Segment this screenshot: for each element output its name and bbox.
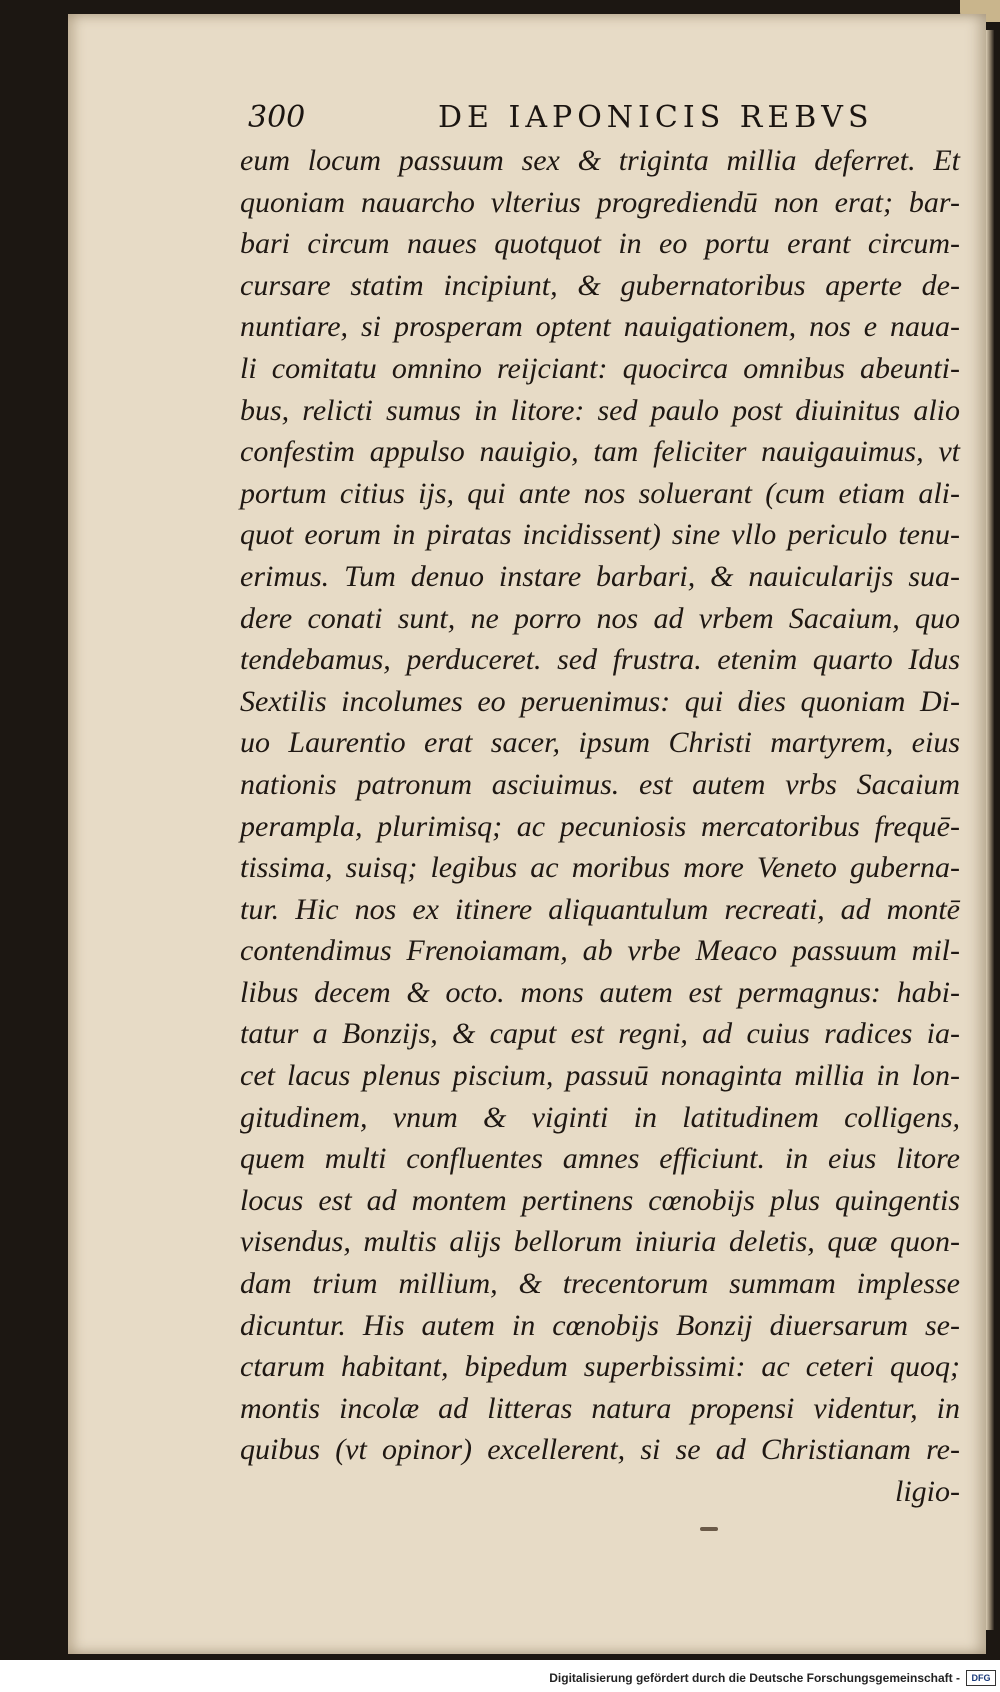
text-line: erimus. Tum denuo instare barbari, & nauicularijs sua- [240, 559, 960, 593]
text-line: tatur a Bonzijs, & caput est regni, ad cuius radices ia- [240, 1017, 960, 1051]
footer-credit [0, 1668, 996, 1688]
text-line: quoniam nauarcho vlterius progrediendū non erat; bar- [240, 185, 960, 219]
text-line: nationis patronum asciuimus. est autem vrbs Sacaium [240, 767, 960, 801]
body-text [240, 140, 960, 1513]
text-line: quot eorum in piratas incidissent) sine vllo periculo tenu- [240, 518, 960, 552]
text-line: cursare statim incipiunt, & gubernatoribus aperte de- [240, 268, 960, 302]
dfg-logo-icon: DFG [966, 1670, 996, 1686]
ink-smudge [700, 1527, 718, 1531]
text-line: bari circum naues quotquot in eo portu erant circum- [240, 227, 960, 261]
page-edge [986, 30, 994, 1630]
text-line: tissima, suisq; legibus ac moribus more Veneto guberna- [240, 851, 960, 885]
text-line: nuntiare, si prosperam optent nauigationem, nos e naua- [240, 310, 960, 344]
text-line: Sextilis incolumes eo peruenimus: qui dies quoniam Di- [240, 684, 960, 718]
text-line: dicuntur. His autem in cœnobijs Bonzij diuersarum se- [240, 1308, 960, 1342]
text-line: bus, relicti sumus in litore: sed paulo post diuinitus alio [240, 393, 960, 427]
text-line: visendus, multis alijs bellorum iniuria deletis, quæ quon- [240, 1225, 960, 1259]
text-line: locus est ad montem pertinens cœnobijs plus quingentis [240, 1183, 960, 1217]
footer-credit-text: Digitalisierung gefördert durch die Deutsche Forschungsgemeinschaft - [549, 1671, 960, 1685]
text-line: contendimus Frenoiamam, ab vrbe Meaco passuum mil- [240, 934, 960, 968]
text-line: tendebamus, perduceret. sed frustra. etenim quarto Idus [240, 643, 960, 677]
text-line: tur. Hic nos ex itinere aliquantulum recreati, ad montē [240, 892, 960, 926]
text-line: confestim appulso nauigio, tam feliciter nauigauimus, vt [240, 435, 960, 469]
text-line: eum locum passuum sex & triginta millia deferret. Et [240, 144, 960, 177]
text-line: montis incolæ ad litteras natura propensi videntur, in [240, 1391, 960, 1425]
text-line: li comitatu omnino reijciant: quocirca omnibus abeunti- [240, 351, 960, 385]
text-line: dere conati sunt, ne porro nos ad vrbem Sacaium, quo [240, 601, 960, 635]
page-number: 300 [248, 100, 306, 135]
text-line: perampla, plurimisq; ac pecuniosis mercatoribus frequē- [240, 809, 960, 843]
text-line: ctarum habitant, bipedum superbissimi: ac ceteri quoq; [240, 1350, 960, 1384]
text-line: ligio- [895, 1475, 960, 1508]
text-line: dam trium millium, & trecentorum summam implesse [240, 1267, 960, 1301]
text-line: libus decem & octo. mons autem est permagnus: habi- [240, 975, 960, 1009]
text-line: portum citius ijs, qui ante nos soluerant (cum etiam ali- [240, 476, 960, 510]
page-header [248, 100, 948, 140]
text-line: uo Laurentio erat sacer, ipsum Christi martyrem, eius [240, 726, 960, 760]
text-line: quibus (vt opinor) excellerent, si se ad Christianam re- [240, 1433, 960, 1467]
text-line: quem multi confluentes amnes efficiunt. in eius litore [240, 1142, 960, 1176]
text-line: gitudinem, vnum & viginti in latitudinem colligens, [240, 1100, 960, 1134]
running-title: DE IAPONICIS REBVS [438, 100, 874, 135]
text-line: cet lacus plenus piscium, passuū nonaginta millia in lon- [240, 1059, 960, 1093]
